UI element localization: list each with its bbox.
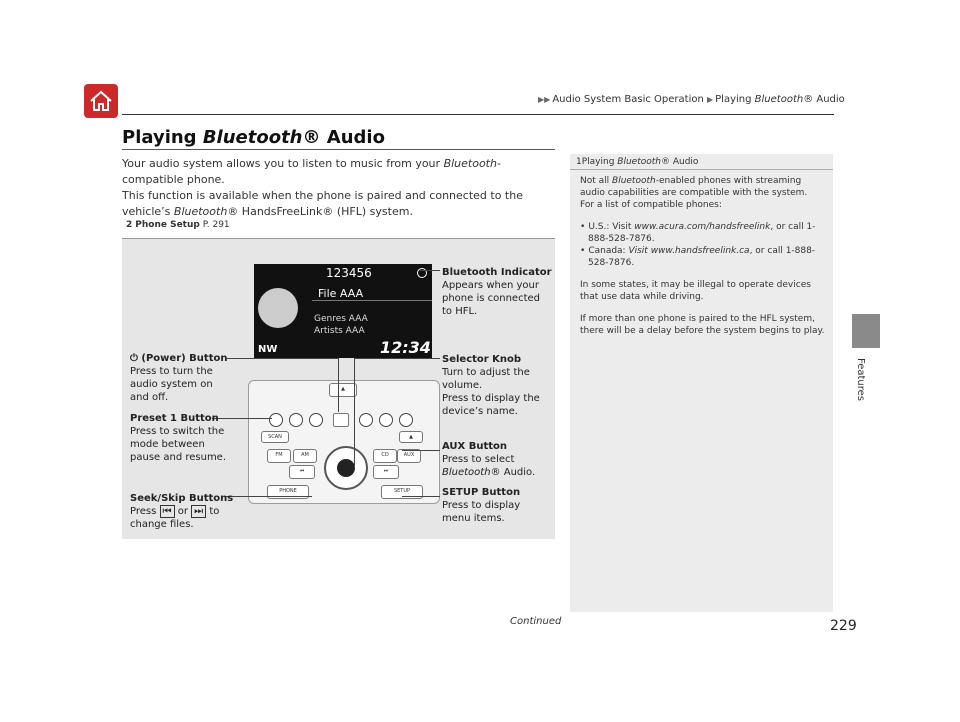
power-title: (Power) Button [141, 353, 228, 364]
title-prefix: Playing [122, 127, 203, 148]
note-us-link[interactable]: www.acura.com/handsfreelink [634, 222, 771, 232]
note-head-italic: Bluetooth [617, 157, 661, 167]
selector-line-1: Turn to adjust the [442, 367, 530, 378]
callout-line-power [227, 358, 339, 359]
callout-seek [130, 492, 233, 531]
skip-forward-icon: ⏭ [383, 468, 389, 474]
audio-display-screen [254, 264, 432, 358]
intro-paragraph-2 [122, 188, 554, 220]
artist-label: Artists AAA [314, 326, 365, 336]
chevron-right-icon: ▶▶ [538, 95, 551, 104]
side-note-divider [570, 169, 833, 170]
title-divider [122, 149, 555, 150]
power-icon: ⏻ [130, 353, 138, 364]
chevron-right-icon: ▶ [707, 95, 714, 104]
genre-label: Genres AAA [314, 314, 368, 324]
seek-title: Seek/Skip Buttons [130, 493, 234, 504]
breadcrumb [538, 94, 845, 105]
intro-2-prefix: This function is available when the phone is paired and connected to the vehicle’s [122, 189, 523, 218]
note-paragraph-2: In some states, it may be illegal to operate devices that use data while driving. [580, 280, 811, 302]
intro-text [122, 156, 554, 220]
power-line-1: Press to turn the [130, 366, 213, 377]
setup-line-2: menu items. [442, 513, 505, 524]
preset-6-button[interactable] [399, 413, 413, 427]
am-button[interactable]: AM [293, 449, 317, 463]
seek-line-1a: Press [130, 506, 157, 517]
fm-button[interactable]: FM [267, 449, 291, 463]
bt-title: Bluetooth Indicator [442, 267, 552, 278]
note-head-prefix: Playing [581, 157, 618, 167]
power-line-3: and off. [130, 392, 169, 403]
cross-reference[interactable] [126, 220, 230, 230]
intro-paragraph-1 [122, 156, 554, 188]
seek-line-1c: to [209, 506, 220, 517]
page-number: 229 [830, 618, 857, 634]
note-p1-suffix: -enabled phones with streaming audio capabilities are compatible with the system. [580, 176, 808, 198]
callout-setup [442, 486, 520, 525]
note-head-suffix: ® Audio [661, 157, 699, 167]
seek-line-1b: or [177, 506, 188, 517]
note-list-item-canada [580, 245, 828, 269]
callout-line-setup [402, 496, 440, 497]
xref-icon: 2 [126, 220, 133, 230]
clock: 12:34 [380, 338, 431, 357]
aux-line-2-italic: Bluetooth [442, 467, 491, 478]
selector-line-4: device’s name. [442, 406, 518, 417]
knob-center [337, 459, 355, 477]
selector-knob[interactable] [324, 446, 368, 490]
intro-2-italic: Bluetooth [173, 205, 228, 218]
section-tab[interactable] [852, 314, 880, 348]
intro-1-suffix: -compatible phone. [122, 157, 501, 186]
callout-aux [442, 440, 535, 479]
setup-button[interactable]: SETUP [381, 485, 423, 499]
eject-button[interactable] [329, 383, 357, 397]
seek-forward-button[interactable] [373, 465, 399, 479]
aux-title: AUX Button [442, 441, 508, 452]
note-icon: 1 [576, 157, 582, 167]
note-us-suffix: , or call 1-888-528-7876. [588, 222, 816, 244]
display-divider [312, 300, 432, 301]
selector-title: Selector Knob [442, 354, 522, 365]
power-button[interactable] [333, 413, 349, 427]
title-italic: Bluetooth [202, 127, 303, 148]
file-name: File AAA [318, 287, 364, 300]
power-line-2: audio system on [130, 379, 213, 390]
preset-2-button[interactable] [289, 413, 303, 427]
preset-4-button[interactable] [359, 413, 373, 427]
note-list-item-us [580, 221, 828, 245]
preset-5-button[interactable] [379, 413, 393, 427]
home-icon [84, 84, 118, 118]
bt-line-1: Appears when your [442, 280, 539, 291]
breadcrumb-item-audio-basic[interactable]: Audio System Basic Operation [552, 94, 704, 105]
title-suffix: ® Audio [302, 127, 385, 148]
skip-forward-icon: ⏭ [191, 505, 206, 518]
note-paragraph-1 [580, 175, 828, 211]
callout-line-selector [354, 358, 440, 359]
callout-power [130, 352, 227, 404]
callout-line-seek [226, 496, 312, 497]
phone-button[interactable]: PHONE [267, 485, 309, 499]
note-ca-link[interactable]: Visit www.handsfreelink.ca [628, 246, 750, 256]
compass-heading: NW [258, 344, 278, 355]
aux-button[interactable]: AUX [397, 449, 421, 463]
side-note-body [580, 175, 828, 347]
note-us-prefix: U.S.: Visit [588, 222, 635, 232]
xref-page: P. 291 [202, 220, 230, 230]
preset-line-3: pause and resume. [130, 452, 227, 463]
eject-icon: ▲ [341, 386, 345, 392]
note-ca-suffix: , or call 1-888-528-7876. [588, 246, 816, 268]
preset-line-1: Press to switch the [130, 426, 225, 437]
callout-preset [130, 412, 226, 464]
page-title [122, 127, 385, 148]
xref-label: Phone Setup [135, 220, 200, 230]
callout-selector [442, 353, 540, 418]
eject-small-button[interactable]: ▲ [399, 431, 423, 443]
setup-title: SETUP Button [442, 487, 521, 498]
callout-bluetooth [442, 266, 552, 318]
scan-button[interactable]: SCAN [261, 431, 289, 443]
intro-1-prefix: Your audio system allows you to listen to music from your [122, 157, 444, 170]
note-ca-prefix: Canada: [588, 246, 629, 256]
note-p1-line2: For a list of compatible phones: [580, 200, 722, 210]
intro-1-italic: Bluetooth [443, 157, 497, 170]
callout-line-aux [402, 450, 440, 451]
preset-title: Preset 1 Button [130, 413, 219, 424]
selector-line-2: volume. [442, 380, 483, 391]
header-divider [122, 114, 834, 115]
side-note-heading [576, 157, 698, 167]
callout-line-selector-v [354, 358, 355, 468]
bt-line-3: to HFL. [442, 306, 478, 317]
seek-back-button[interactable] [289, 465, 315, 479]
aux-line-2-suffix: ® Audio. [490, 467, 536, 478]
breadcrumb-item-prefix: Playing [715, 94, 755, 105]
section-label: Features [855, 358, 866, 401]
bluetooth-logo-icon [258, 288, 298, 328]
cd-button[interactable]: CD [373, 449, 397, 463]
skip-back-icon: ⏮ [299, 468, 305, 474]
note-list [580, 221, 828, 269]
breadcrumb-item-suffix: ® Audio [803, 94, 845, 105]
selector-line-3: Press to display the [442, 393, 540, 404]
aux-line-1: Press to select [442, 454, 515, 465]
continued-label: Continued [510, 616, 562, 627]
callout-line-bt [420, 270, 440, 271]
breadcrumb-item-italic: Bluetooth [754, 94, 804, 105]
callout-line-power-v [338, 358, 339, 412]
audio-control-panel [248, 380, 440, 504]
skip-back-icon: ⏮ [160, 505, 175, 518]
note-paragraph-3: If more than one phone is paired to the HFL system, there will be a delay before the system begins to play. [580, 314, 825, 336]
setup-line-1: Press to display [442, 500, 521, 511]
preset-3-button[interactable] [309, 413, 323, 427]
preset-1-button[interactable] [269, 413, 283, 427]
note-p1-prefix: Not all [580, 176, 613, 186]
seek-line-2: change files. [130, 519, 194, 530]
note-p1-italic: Bluetooth [612, 176, 656, 186]
preset-line-2: mode between [130, 439, 205, 450]
bt-line-2: phone is connected [442, 293, 541, 304]
intro-2-suffix: ® HandsFreeLink® (HFL) system. [227, 205, 413, 218]
track-number: 123456 [326, 266, 372, 280]
home-button[interactable] [84, 84, 118, 118]
